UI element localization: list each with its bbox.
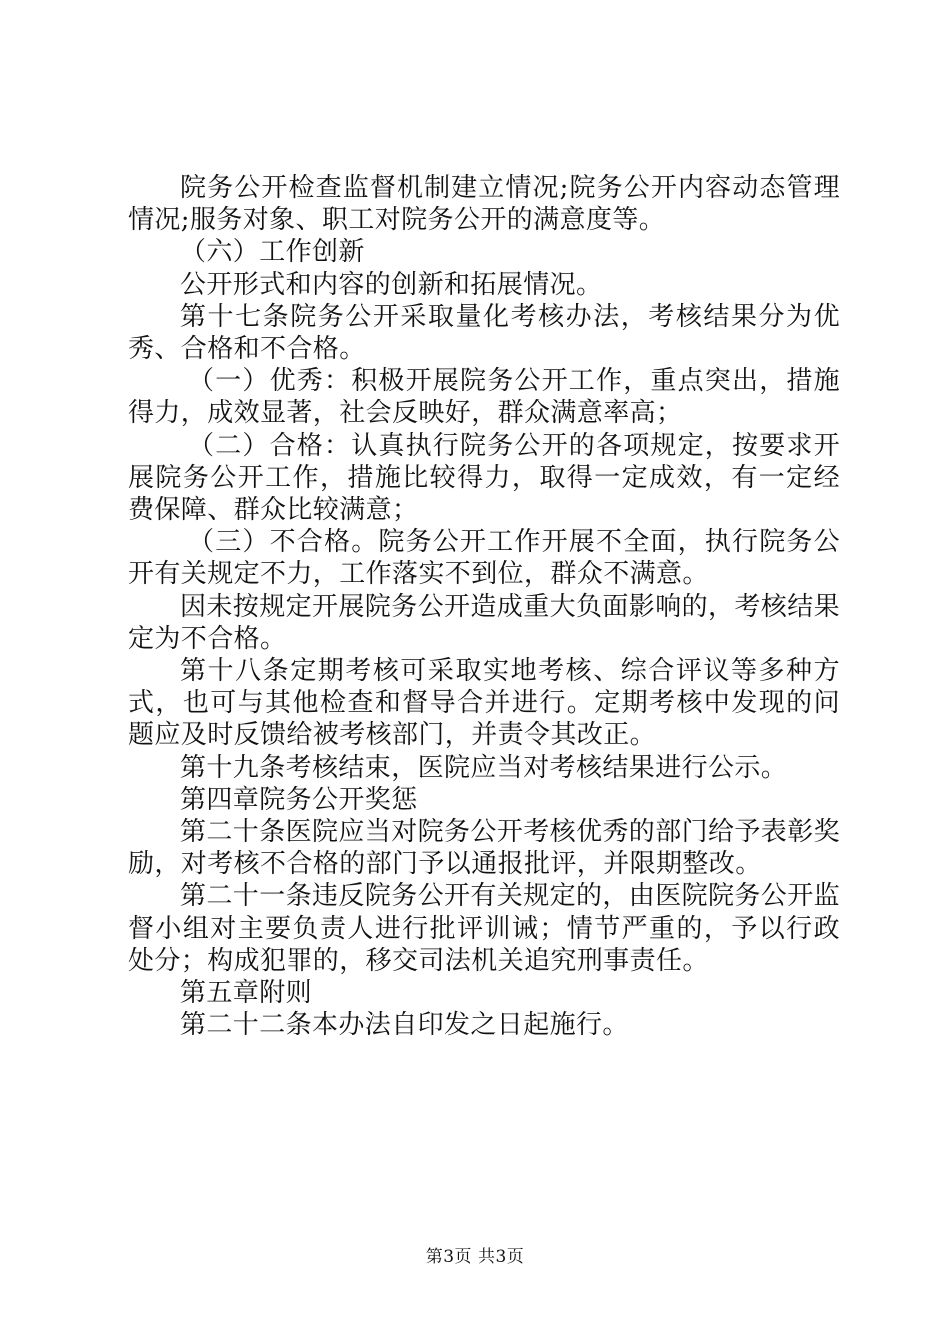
page-footer xyxy=(0,1242,950,1267)
chapter-5-heading: 第五章附则 xyxy=(180,978,313,1009)
paragraph-negative-impact: 因未按规定开展院务公开造成重大负面影响的，考核结果定为不合格。 xyxy=(128,591,841,654)
article-18: 第十八条定期考核可采取实地考核、综合评议等多种方式，也可与其他检查和督导合并进行。定期考核中发现的问题应及时反馈给被考核部门，并责令其改正。 xyxy=(128,656,840,751)
section-heading-innovation: （六）工作创新 xyxy=(180,237,365,268)
article-19: 第十九条考核结束，医院应当对考核结果进行公示。 xyxy=(180,752,788,783)
article-22: 第二十二条本办法自印发之日起施行。 xyxy=(180,1010,629,1041)
paragraph-supervision-mechanism: 院务公开检查监督机制建立情况;院务公开内容动态管理情况;服务对象、职工对院务公开的满意度等。 xyxy=(128,173,840,236)
article-17: 第十七条院务公开采取量化考核办法，考核结果分为优秀、合格和不合格。 xyxy=(128,301,840,365)
chapter-4-heading: 第四章院务公开奖惩 xyxy=(180,784,418,815)
page-number-label: 第3页 共3页 xyxy=(425,1247,525,1267)
item-excellent: （一）优秀：积极开展院务公开工作，重点突出，措施得力，成效显著，社会反映好，群众满意率高； xyxy=(128,366,840,429)
item-unqualified: （三）不合格。院务公开工作开展不全面，执行院务公开有关规定不力，工作落实不到位，群众不满意。 xyxy=(128,527,840,590)
paragraph-innovation-detail: 公开形式和内容的创新和拓展情况。 xyxy=(180,269,603,300)
article-20: 第二十条医院应当对院务公开考核优秀的部门给予表彰奖励，对考核不合格的部门予以通报批评，并限期整改。 xyxy=(128,817,841,880)
document-body xyxy=(128,172,840,1041)
item-qualified: （二）合格：认真执行院务公开的各项规定，按要求开展院务公开工作，措施比较得力，取得一定成效，有一定经费保障、群众比较满意； xyxy=(128,430,840,526)
article-21: 第二十一条违反院务公开有关规定的，由医院院务公开监督小组对主要负责人进行批评训诫；情节严重的，予以行政处分；构成犯罪的，移交司法机关追究刑事责任。 xyxy=(128,881,841,976)
